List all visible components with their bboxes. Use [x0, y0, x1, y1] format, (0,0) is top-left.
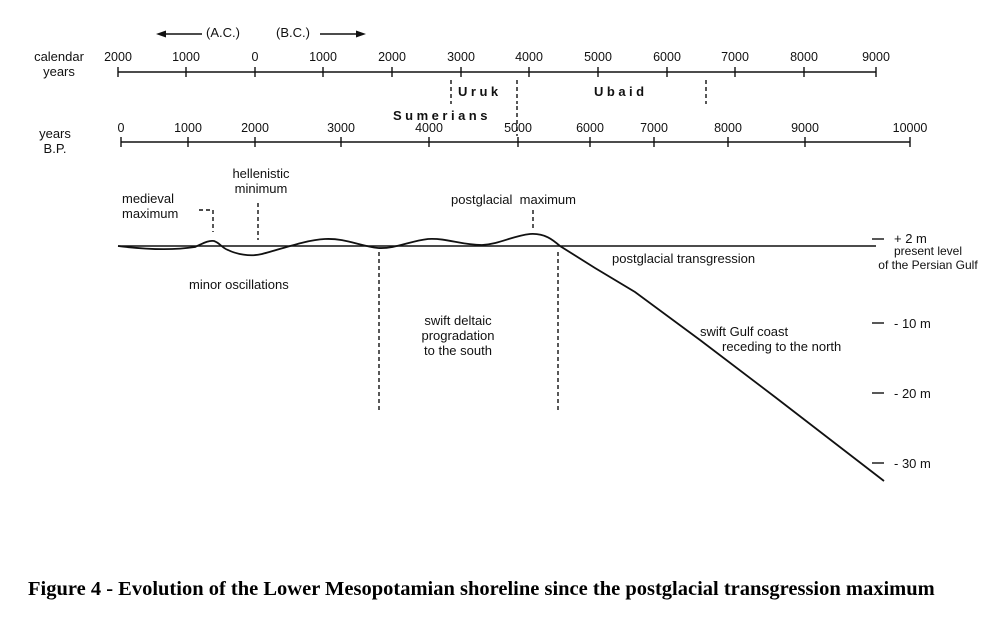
calendar-title-line1: calendar	[34, 49, 84, 64]
present-level-line2: of the Persian Gulf	[878, 258, 978, 272]
period-ubaid: Ubaid	[594, 84, 648, 99]
period-sumerians: Sumerians	[393, 108, 491, 123]
bp-tick: 3000	[327, 121, 355, 135]
postglacial-maximum-label: postglacial maximum	[451, 192, 576, 207]
depth-scale-ticks	[872, 239, 884, 463]
present-level-label	[862, 244, 994, 272]
hellenistic-line2: minimum	[234, 181, 288, 196]
deltaic-line3: to the south	[424, 343, 492, 358]
calendar-tick: 1000	[309, 50, 337, 64]
depth-plus2: + 2 m	[894, 231, 927, 246]
gulf-coast-label-line2: receding to the north	[722, 339, 842, 354]
medieval-maximum-label	[122, 191, 178, 221]
bp-tick: 6000	[576, 121, 604, 135]
bp-tick: 9000	[791, 121, 819, 135]
ac-arrowhead	[156, 31, 166, 38]
bp-title-line1: years	[39, 126, 71, 141]
gulf-coast-label-line1: swift Gulf coast	[700, 324, 789, 339]
calendar-tick: 2000	[104, 50, 132, 64]
deltaic-progradation-label	[408, 313, 508, 358]
bp-tick: 1000	[174, 121, 202, 135]
calendar-tick: 6000	[653, 50, 681, 64]
calendar-tick: 3000	[447, 50, 475, 64]
calendar-tick: 9000	[862, 50, 890, 64]
depth-minus10: - 10 m	[894, 316, 931, 331]
ac-label: (A.C.)	[206, 25, 240, 40]
medieval-line2: maximum	[122, 206, 179, 221]
figure-caption: Figure 4 - Evolution of the Lower Mesopotamian shoreline since the postglacial transgression maximum	[28, 578, 935, 600]
hellenistic-line1: hellenistic	[232, 166, 290, 181]
depth-minus20: - 20 m	[894, 386, 931, 401]
bp-tick: 5000	[504, 121, 532, 135]
minor-oscillations-label: minor oscillations	[189, 277, 289, 292]
bp-tick: 7000	[640, 121, 668, 135]
calendar-tick: 7000	[721, 50, 749, 64]
bc-arrowhead	[356, 31, 366, 38]
bp-title-line2: B.P.	[43, 141, 67, 156]
calendar-title-line2: years	[43, 64, 75, 79]
bp-tick: 10000	[892, 121, 928, 135]
bc-label: (B.C.)	[276, 25, 310, 40]
deltaic-line2: progradation	[421, 328, 495, 343]
calendar-tick: 8000	[790, 50, 818, 64]
calendar-tick: 0	[251, 50, 259, 64]
bp-tick: 8000	[714, 121, 742, 135]
calendar-axis-title	[22, 49, 96, 79]
calendar-tick: 1000	[172, 50, 200, 64]
hellenistic-minimum-label	[221, 166, 301, 196]
bp-tick: 2000	[241, 121, 269, 135]
calendar-tick: 2000	[378, 50, 406, 64]
present-level-line1: present level	[893, 244, 963, 258]
postglacial-transgression-label: postglacial transgression	[612, 251, 756, 266]
calendar-tick: 5000	[584, 50, 612, 64]
calendar-tick: 4000	[515, 50, 543, 64]
depth-minus30: - 30 m	[894, 456, 931, 471]
medieval-line1: medieval	[122, 191, 175, 206]
period-uruk: Uruk	[458, 84, 502, 99]
bp-tick: 4000	[415, 121, 443, 135]
bp-tick: 0	[117, 121, 125, 135]
bp-axis-title	[26, 126, 84, 156]
marker-dashes	[199, 203, 558, 410]
deltaic-line1: swift deltaic	[424, 313, 492, 328]
